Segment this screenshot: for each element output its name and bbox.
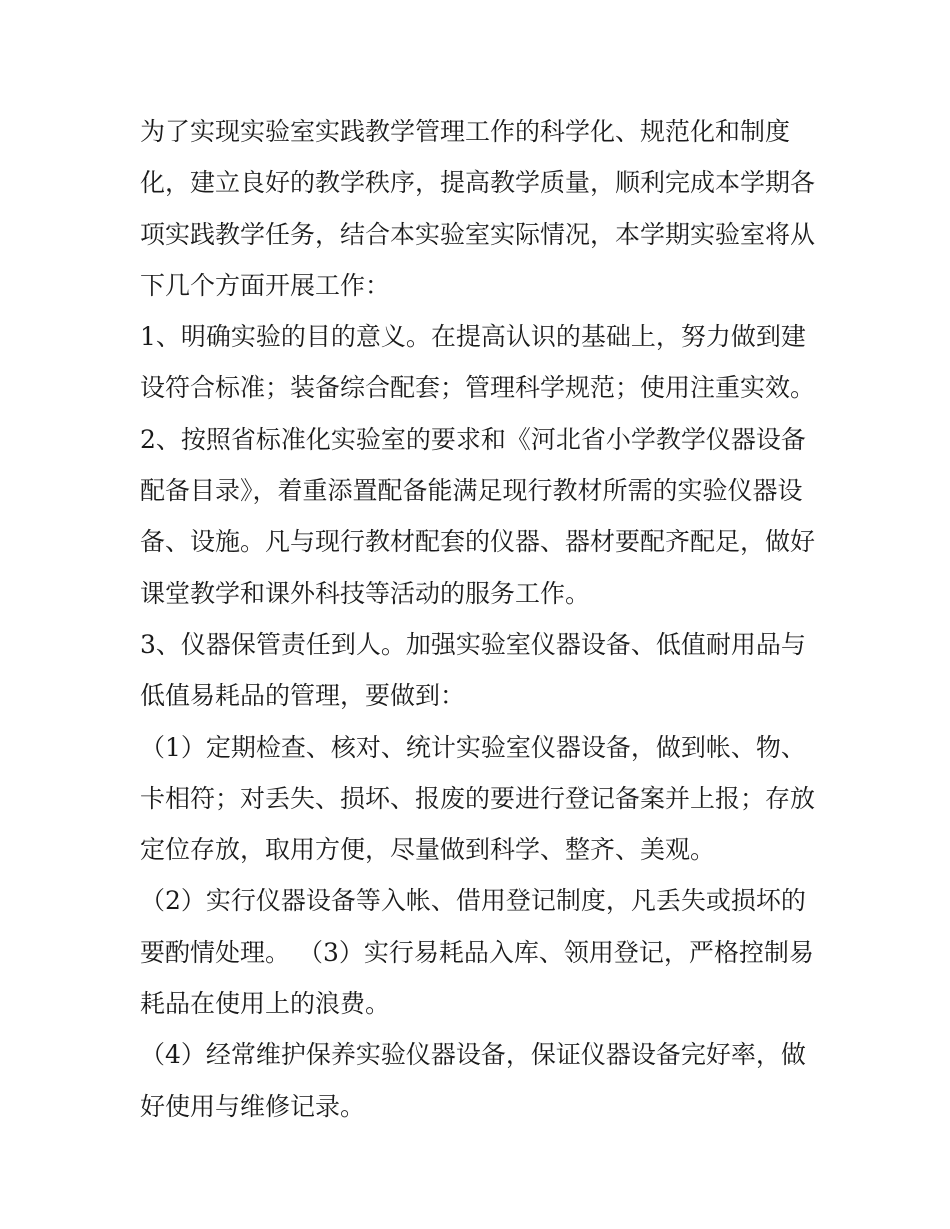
text-line-9: 备、设施。凡与现行教材配套的仪器、器材要配齐配足，做好	[140, 527, 816, 557]
text-line-4: 下几个方面开展工作：	[140, 270, 391, 300]
text-line-19: （4）经常维护保养实验仪器设备，保证仪器设备完好率，做	[140, 1040, 806, 1070]
text-line-2: 化，建立良好的教学秩序，提高教学质量，顺利完成本学期各	[140, 168, 816, 198]
text-line-7: 2、按照省标准化实验室的要求和《河北省小学教学仪器设备	[140, 424, 806, 454]
text-line-18: 耗品在使用上的浪费。	[140, 989, 391, 1019]
text-line-5: 1、明确实验的目的意义。在提高认识的基础上，努力做到建	[140, 322, 806, 352]
text-line-1: 为了实现实验室实践教学管理工作的科学化、规范化和制度	[140, 117, 791, 146]
text-line-3: 项实践教学任务，结合本实验室实际情况，本学期实验室将从	[140, 219, 816, 249]
text-line-15: 定位存放，取用方便，尽量做到科学、整齐、美观。	[140, 835, 716, 865]
text-line-20: 好使用与维修记录。	[140, 1091, 366, 1121]
text-line-10: 课堂教学和课外科技等活动的服务工作。	[140, 578, 591, 608]
text-line-6: 设符合标准；装备综合配套；管理科学规范；使用注重实效。	[140, 373, 816, 403]
text-line-16: （2）实行仪器设备等入帐、借用登记制度，凡丢失或损坏的	[140, 886, 806, 916]
text-line-14: 卡相符；对丢失、损坏、报废的要进行登记备案并上报；存放	[140, 783, 816, 813]
text-line-13: （1）定期检查、核对、统计实验室仪器设备，做到帐、物、	[140, 732, 806, 762]
text-line-17: 要酌情处理。 （3）实行易耗品入库、领用登记，严格控制易	[140, 937, 814, 967]
text-line-12: 低值易耗品的管理，要做到：	[140, 681, 466, 711]
text-line-11: 3、仪器保管责任到人。加强实验室仪器设备、低值耐用品与	[140, 629, 806, 659]
text-line-8: 配备目录》，着重添置配备能满足现行教材所需的实验仪器设	[140, 476, 803, 506]
document-body	[140, 106, 820, 1132]
